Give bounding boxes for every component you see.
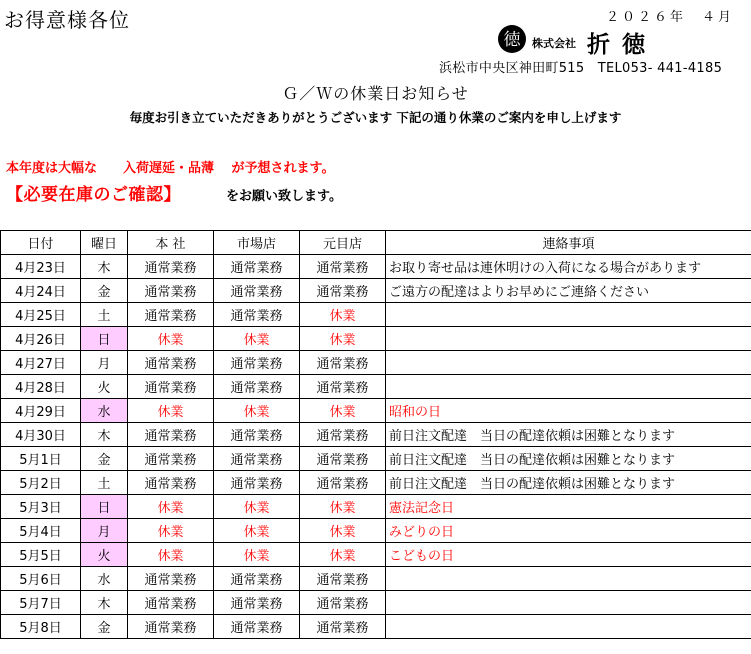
greeting-text: 毎度お引き立ていただきありがとうございます 下記の通り休業のご案内を申し上げます — [129, 110, 622, 125]
cell-head-office: 通常業務 — [128, 447, 214, 471]
cell-note — [386, 567, 751, 591]
header-head-office: 本 社 — [128, 231, 214, 255]
holiday-schedule-table — [0, 230, 751, 639]
table-row — [1, 351, 751, 375]
cell-note: 昭和の日 — [386, 399, 751, 423]
cell-day: 水 — [81, 567, 128, 591]
cell-market-store: 通常業務 — [214, 351, 300, 375]
cell-date: 5月7日 — [1, 591, 81, 615]
cell-head-office: 通常業務 — [128, 471, 214, 495]
cell-motome-store: 休業 — [300, 543, 386, 567]
cell-date: 4月24日 — [1, 279, 81, 303]
recipient-heading: お得意様各位 — [4, 8, 130, 32]
cell-date: 5月3日 — [1, 495, 81, 519]
cell-motome-store: 休業 — [300, 327, 386, 351]
stock-confirm-notice: 【必要在庫のご確認】 — [6, 185, 181, 205]
cell-note: 前日注文配達 当日の配達依頼は困難となります — [386, 423, 751, 447]
header-motome-store: 元目店 — [300, 231, 386, 255]
stock-confirm-request: をお願い致します。 — [226, 189, 342, 204]
header-date: 日付 — [1, 231, 81, 255]
cell-motome-store: 通常業務 — [300, 567, 386, 591]
cell-market-store: 通常業務 — [214, 279, 300, 303]
company-address: 浜松市中央区神田町515 TEL053- 441-4185 — [439, 61, 723, 76]
company-type: 株式会社 — [532, 37, 576, 50]
cell-date: 4月30日 — [1, 423, 81, 447]
table-row — [1, 279, 751, 303]
cell-day: 日 — [81, 327, 128, 351]
cell-motome-store: 休業 — [300, 495, 386, 519]
table-row — [1, 447, 751, 471]
delay-warning: 本年度は大幅な 入荷遅延・品薄 が予想されます。 — [6, 161, 335, 176]
cell-day: 金 — [81, 447, 128, 471]
cell-note — [386, 351, 751, 375]
company-logo — [497, 24, 527, 54]
cell-day: 日 — [81, 495, 128, 519]
cell-motome-store: 通常業務 — [300, 615, 386, 639]
table-row — [1, 471, 751, 495]
cell-market-store: 通常業務 — [214, 447, 300, 471]
cell-note: お取り寄せ品は連休明けの入荷になる場合があります — [386, 255, 751, 279]
cell-market-store: 通常業務 — [214, 423, 300, 447]
table-row — [1, 399, 751, 423]
header-notes: 連絡事項 — [386, 231, 751, 255]
cell-date: 5月1日 — [1, 447, 81, 471]
table-row — [1, 591, 751, 615]
company-name: 折徳 — [587, 31, 657, 58]
cell-head-office: 通常業務 — [128, 303, 214, 327]
cell-head-office: 通常業務 — [128, 591, 214, 615]
cell-day: 土 — [81, 303, 128, 327]
table-row — [1, 543, 751, 567]
cell-date: 5月8日 — [1, 615, 81, 639]
table-row — [1, 375, 751, 399]
cell-day: 水 — [81, 399, 128, 423]
cell-note: 前日注文配達 当日の配達依頼は困難となります — [386, 471, 751, 495]
cell-motome-store: 通常業務 — [300, 279, 386, 303]
cell-motome-store: 休業 — [300, 399, 386, 423]
cell-market-store: 休業 — [214, 543, 300, 567]
cell-motome-store: 通常業務 — [300, 375, 386, 399]
cell-day: 金 — [81, 279, 128, 303]
cell-note — [386, 327, 751, 351]
cell-date: 5月5日 — [1, 543, 81, 567]
cell-head-office: 休業 — [128, 327, 214, 351]
cell-note — [386, 591, 751, 615]
table-row — [1, 567, 751, 591]
cell-motome-store: 通常業務 — [300, 423, 386, 447]
cell-motome-store: 通常業務 — [300, 351, 386, 375]
cell-date: 4月26日 — [1, 327, 81, 351]
cell-head-office: 休業 — [128, 495, 214, 519]
cell-motome-store: 通常業務 — [300, 255, 386, 279]
cell-market-store: 通常業務 — [214, 303, 300, 327]
cell-note — [386, 375, 751, 399]
cell-day: 木 — [81, 591, 128, 615]
cell-motome-store: 通常業務 — [300, 447, 386, 471]
table-row — [1, 615, 751, 639]
cell-date: 4月29日 — [1, 399, 81, 423]
cell-head-office: 休業 — [128, 543, 214, 567]
cell-head-office: 通常業務 — [128, 423, 214, 447]
notice-title: Ｇ／Ｗの休業日お知らせ — [282, 84, 469, 103]
cell-market-store: 休業 — [214, 399, 300, 423]
cell-head-office: 通常業務 — [128, 351, 214, 375]
cell-head-office: 通常業務 — [128, 279, 214, 303]
cell-market-store: 通常業務 — [214, 591, 300, 615]
cell-date: 4月28日 — [1, 375, 81, 399]
table-row — [1, 255, 751, 279]
cell-market-store: 通常業務 — [214, 567, 300, 591]
cell-date: 4月25日 — [1, 303, 81, 327]
cell-date: 5月6日 — [1, 567, 81, 591]
table-row — [1, 423, 751, 447]
cell-day: 火 — [81, 543, 128, 567]
cell-day: 月 — [81, 519, 128, 543]
cell-date: 5月2日 — [1, 471, 81, 495]
cell-note: 前日注文配達 当日の配達依頼は困難となります — [386, 447, 751, 471]
logo-glyph: 徳 — [503, 30, 521, 50]
cell-market-store: 休業 — [214, 519, 300, 543]
cell-day: 木 — [81, 255, 128, 279]
cell-market-store: 通常業務 — [214, 615, 300, 639]
cell-day: 月 — [81, 351, 128, 375]
cell-day: 土 — [81, 471, 128, 495]
cell-market-store: 休業 — [214, 327, 300, 351]
table-row — [1, 327, 751, 351]
schedule-body — [1, 255, 751, 639]
cell-note: 憲法記念日 — [386, 495, 751, 519]
cell-day: 火 — [81, 375, 128, 399]
cell-market-store: 通常業務 — [214, 255, 300, 279]
cell-motome-store: 休業 — [300, 519, 386, 543]
table-row — [1, 303, 751, 327]
header-market-store: 市場店 — [214, 231, 300, 255]
cell-note: みどりの日 — [386, 519, 751, 543]
cell-note — [386, 615, 751, 639]
cell-note: こどもの日 — [386, 543, 751, 567]
cell-market-store: 休業 — [214, 495, 300, 519]
issue-date: ２０２６年 ４月 — [606, 10, 735, 25]
cell-head-office: 休業 — [128, 519, 214, 543]
cell-motome-store: 休業 — [300, 303, 386, 327]
cell-head-office: 通常業務 — [128, 255, 214, 279]
cell-market-store: 通常業務 — [214, 471, 300, 495]
table-header-row — [1, 231, 751, 255]
cell-head-office: 通常業務 — [128, 567, 214, 591]
cell-day: 金 — [81, 615, 128, 639]
cell-date: 4月23日 — [1, 255, 81, 279]
cell-date: 5月4日 — [1, 519, 81, 543]
cell-motome-store: 通常業務 — [300, 471, 386, 495]
cell-note: ご遠方の配達はよりお早めにご連絡ください — [386, 279, 751, 303]
cell-motome-store: 通常業務 — [300, 591, 386, 615]
cell-note — [386, 303, 751, 327]
cell-head-office: 通常業務 — [128, 615, 214, 639]
table-row — [1, 519, 751, 543]
header-day: 曜日 — [81, 231, 128, 255]
cell-head-office: 休業 — [128, 399, 214, 423]
cell-date: 4月27日 — [1, 351, 81, 375]
cell-market-store: 通常業務 — [214, 375, 300, 399]
cell-head-office: 通常業務 — [128, 375, 214, 399]
cell-day: 木 — [81, 423, 128, 447]
table-row — [1, 495, 751, 519]
